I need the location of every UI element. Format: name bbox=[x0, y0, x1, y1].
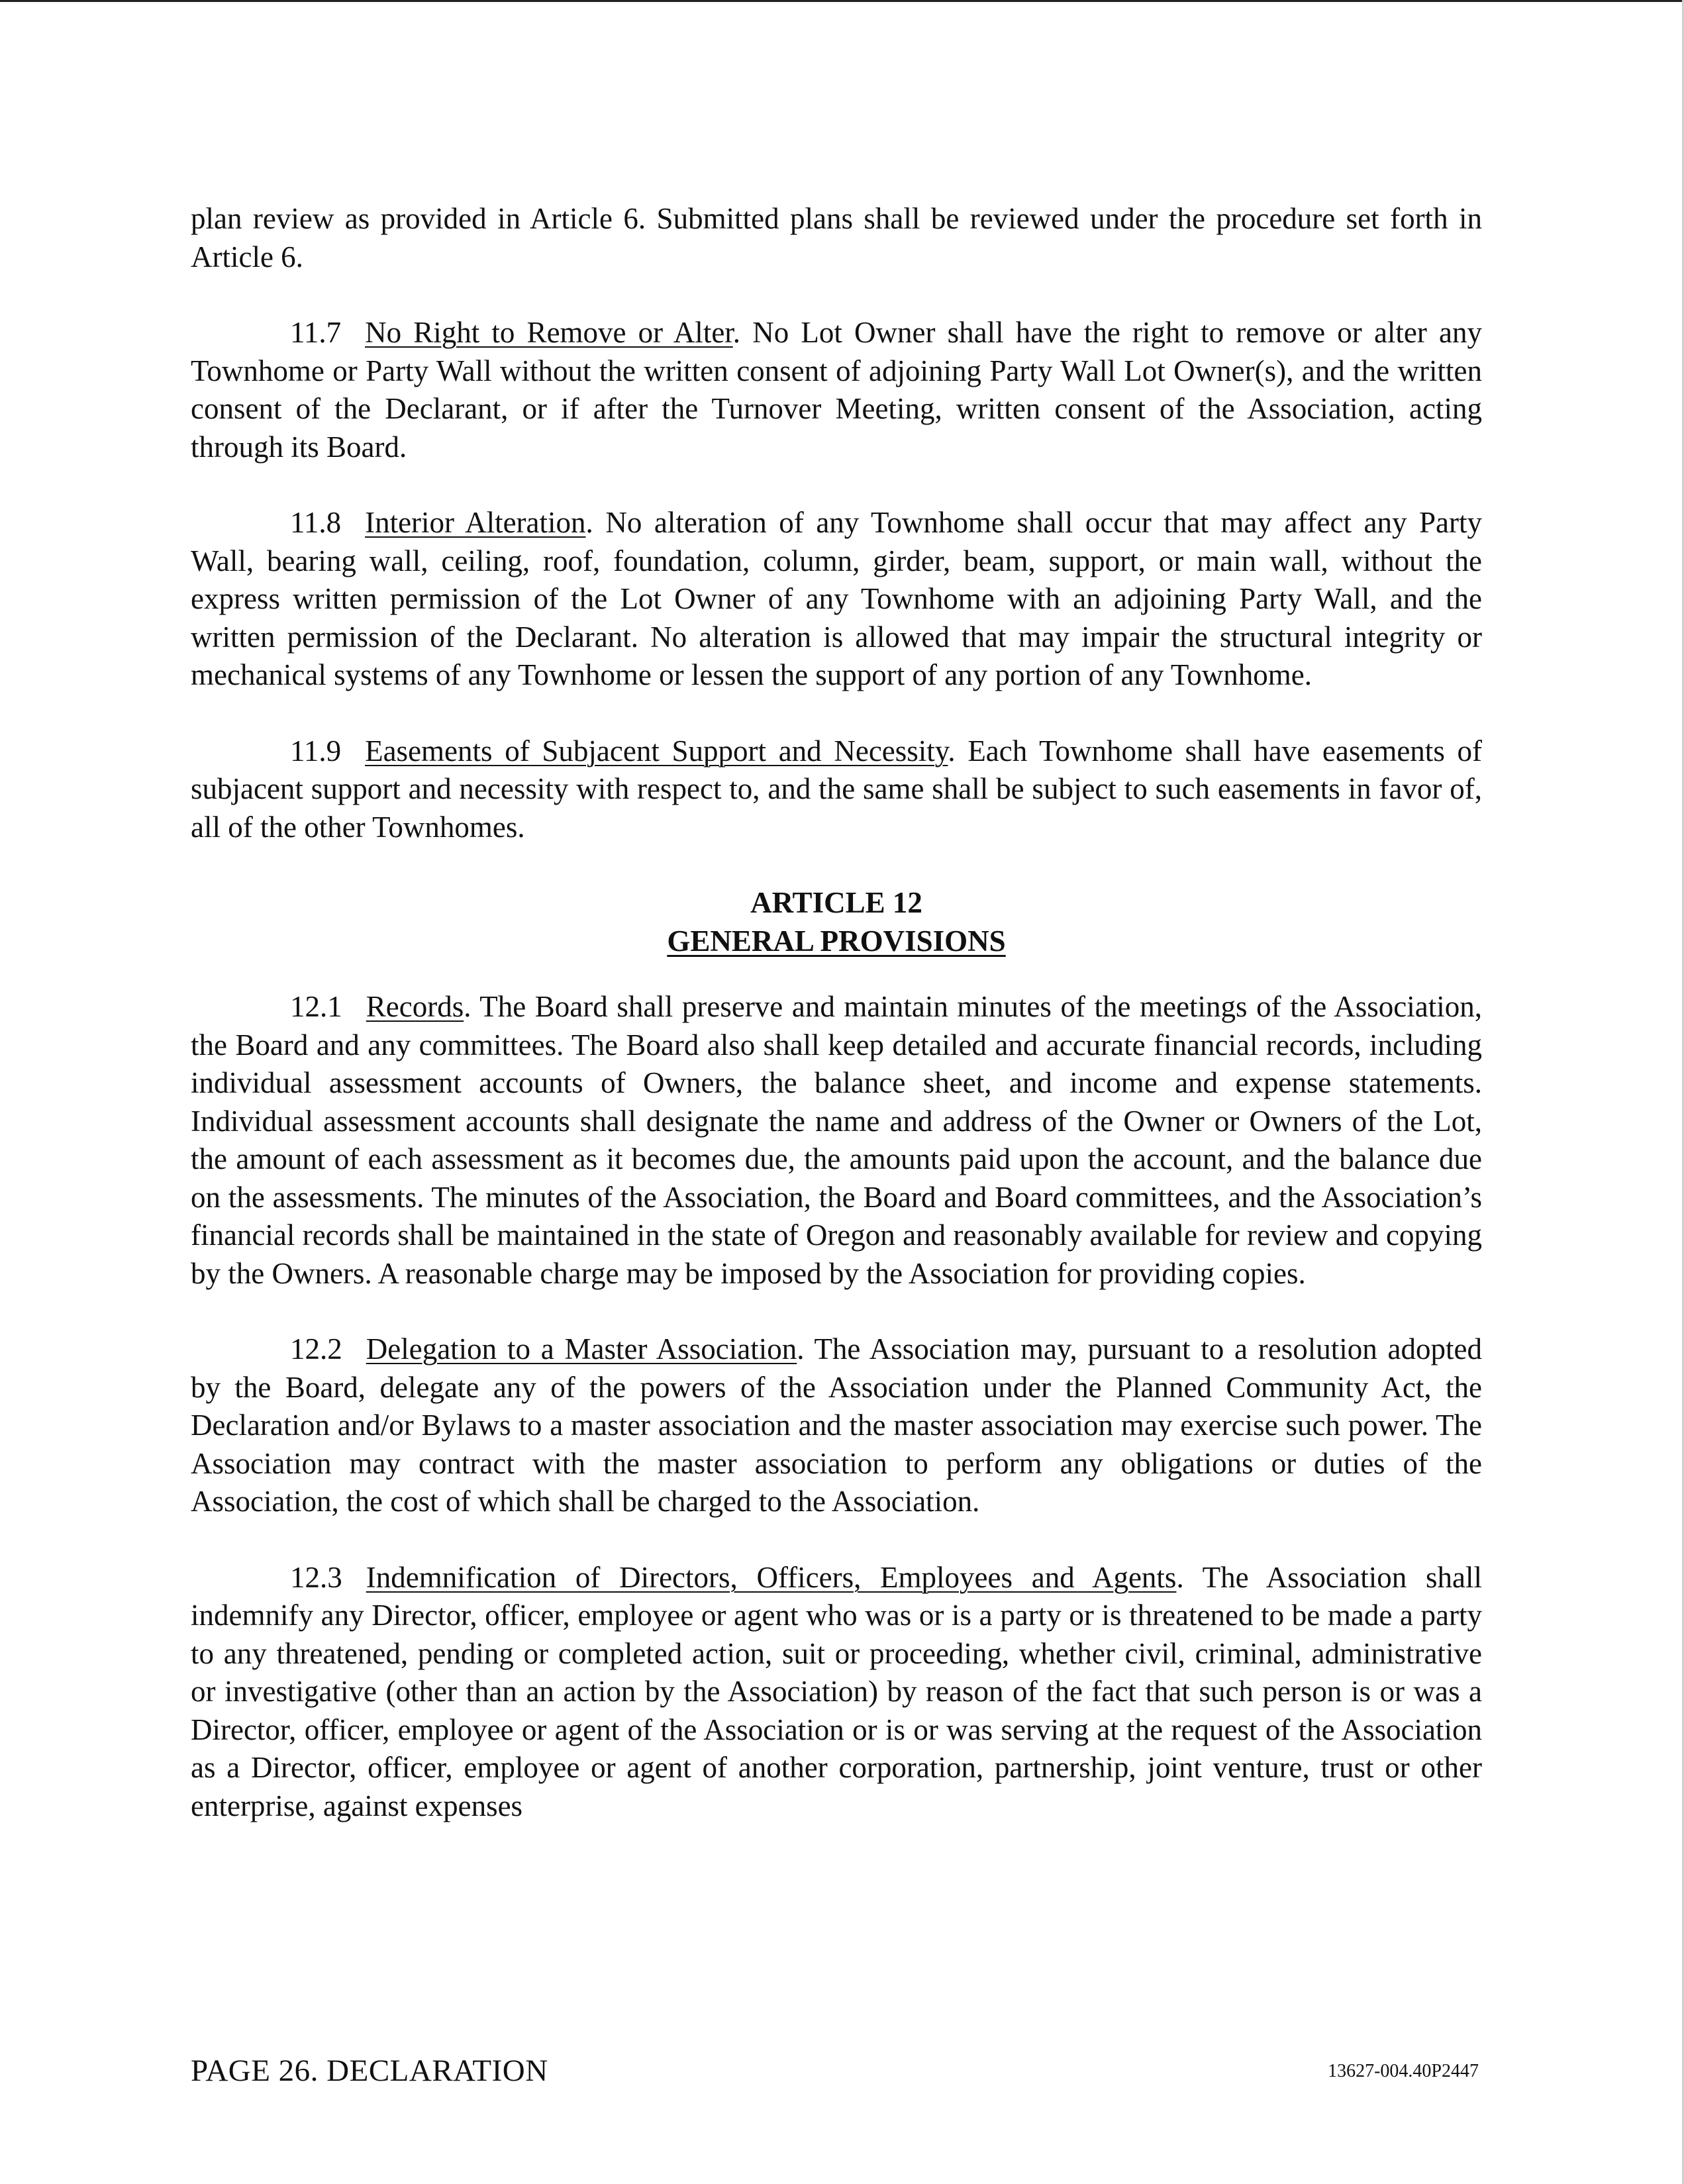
section-number: 12.2 bbox=[290, 1332, 342, 1365]
section-body: Each Townhome shall have easements of subjacent support and necessity with respect to, and the same shall be subject to such easements in favor of, all of the other Townhomes. bbox=[191, 734, 1482, 844]
section-body: No Lot Owner shall have the right to remove or alter any Townhome or Party Wall without the written consent of adjoining Party Wall Lot Owner(s), and the written consent of the Declarant, or if after the Turnover Meeting, written consent of the Association, acting through its Board. bbox=[191, 316, 1482, 464]
article-label: ARTICLE 12 bbox=[750, 886, 922, 919]
section-body: The Association may, pursuant to a resolution adopted by the Board, delegate any of the powers of the Association under the Planned Community Act, the Declaration and/or Bylaws to a master association and the master association may exercise such power. The Association may contract with the master association to perform any obligations or duties of the Association, the cost of which shall be charged to the Association. bbox=[191, 1332, 1483, 1518]
section-title: Delegation to a Master Association bbox=[366, 1332, 797, 1365]
section-11-7: 11.7 No Right to Remove or Alter. No Lot Owner shall have the right to remove or alter any Townhome or Party Wall without the written consent of adjoining Party Wall Lot Owner(s), and the written consent of the Declarant, or if after the Turnover Meeting, written consent of the Association, acting through its Board. bbox=[191, 316, 1482, 464]
section-body: No alteration of any Townhome shall occur that may affect any Party Wall, bearing wall, ceiling, roof, foundation, column, girder, beam, support, or main wall, without the express written permission of the Lot Owner of any Townhome with an adjoining Party Wall, and the written permission of the Declarant. No alteration is allowed that may impair the structural integrity or mechanical systems of any Townhome or lessen the support of any portion of any Townhome. bbox=[191, 506, 1483, 691]
scan-border-top bbox=[0, 0, 1684, 2]
section-title: Interior Alteration bbox=[365, 506, 586, 539]
continuation-paragraph: plan review as provided in Article 6. Submitted plans shall be reviewed under the procedure set forth in Article 6. bbox=[191, 202, 1482, 273]
section-11-9: 11.9 Easements of Subjacent Support and Necessity. Each Townhome shall have easements of subjacent support and necessity with respect to, and the same shall be subject to such easements in favor of, all of the other Townhomes. bbox=[191, 734, 1482, 844]
section-title: Records bbox=[366, 990, 464, 1023]
section-title: Easements of Subjacent Support and Necessity bbox=[365, 734, 948, 768]
document-body bbox=[191, 200, 1482, 1863]
article-title: GENERAL PROVISIONS bbox=[667, 924, 1006, 958]
section-number: 11.7 bbox=[290, 316, 342, 349]
section-number: 12.1 bbox=[290, 990, 342, 1023]
section-number: 12.3 bbox=[290, 1560, 342, 1594]
section-12-2: 12.2 Delegation to a Master Association. The Association may, pursuant to a resolution adopted by the Board, delegate any of the powers of the Association under the Planned Community Act, the Declaration and/or Bylaws to a master association and the master association may exercise such power. The Association may contract with the master association to perform any obligations or duties of the Association, the cost of which shall be charged to the Association. bbox=[191, 1332, 1483, 1518]
article-heading bbox=[191, 884, 1482, 960]
document-id: 13627-004.40P2447 bbox=[1328, 2061, 1479, 2081]
section-body: The Association shall indemnify any Director, officer, employee or agent who was or is a party or is threatened to be made a party to any threatened, pending or completed action, suit or proceeding, whether civil, criminal, administrative or investigative (other than an action by the Association) by reason of the fact that such person is or was a Director, officer, employee or agent of the Association or is or was serving at the request of the Association as a Director, officer, employee or agent of another corporation, partnership, joint venture, trust or other enterprise, against expenses bbox=[191, 1560, 1482, 1822]
section-11-8: 11.8 Interior Alteration. No alteration of any Townhome shall occur that may affect any Party Wall, bearing wall, ceiling, roof, foundation, column, girder, beam, support, or main wall, without the express written permission of the Lot Owner of any Townhome with an adjoining Party Wall, and the written permission of the Declarant. No alteration is allowed that may impair the structural integrity or mechanical systems of any Townhome or lessen the support of any portion of any Townhome. bbox=[191, 506, 1483, 691]
section-title: No Right to Remove or Alter bbox=[365, 316, 733, 349]
page-footer-label: PAGE 26. DECLARATION bbox=[191, 2054, 548, 2088]
section-title: Indemnification of Directors, Officers, Employees and Agents bbox=[366, 1560, 1177, 1594]
section-number: 11.8 bbox=[290, 506, 342, 539]
section-body: The Board shall preserve and maintain minutes of the meetings of the Association, the Board and any committees. The Board also shall keep detailed and accurate financial records, including individual assessment accounts of Owners, the balance sheet, and income and expense statements. Individual assessment accounts shall designate the name and address of the Owner or Owners of the Lot, the amount of each assessment as it becomes due, the amounts paid upon the account, and the balance due on the assessments. The minutes of the Association, the Board and Board committees, and the Association’s financial records shall be maintained in the state of Oregon and reasonably available for review and copying by the Owners. A reasonable charge may be imposed by the Association for providing copies. bbox=[191, 990, 1482, 1290]
section-12-3: 12.3 Indemnification of Directors, Officers, Employees and Agents. The Association shall indemnify any Director, officer, employee or agent who was or is a party or is threatened to be made a party to any threatened, pending or completed action, suit or proceeding, whether civil, criminal, administrative or investigative (other than an action by the Association) by reason of the fact that such person is or was a Director, officer, employee or agent of the Association or is or was serving at the request of the Association as a Director, officer, employee or agent of another corporation, partnership, joint venture, trust or other enterprise, against expenses bbox=[191, 1560, 1482, 1822]
section-number: 11.9 bbox=[290, 734, 342, 768]
section-12-1: 12.1 Records. The Board shall preserve and maintain minutes of the meetings of the Association, the Board and any committees. The Board also shall keep detailed and accurate financial records, including individual assessment accounts of Owners, the balance sheet, and income and expense statements. Individual assessment accounts shall designate the name and address of the Owner or Owners of the Lot, the amount of each assessment as it becomes due, the amounts paid upon the account, and the balance due on the assessments. The minutes of the Association, the Board and Board committees, and the Association’s financial records shall be maintained in the state of Oregon and reasonably available for review and copying by the Owners. A reasonable charge may be imposed by the Association for providing copies. bbox=[191, 990, 1482, 1290]
